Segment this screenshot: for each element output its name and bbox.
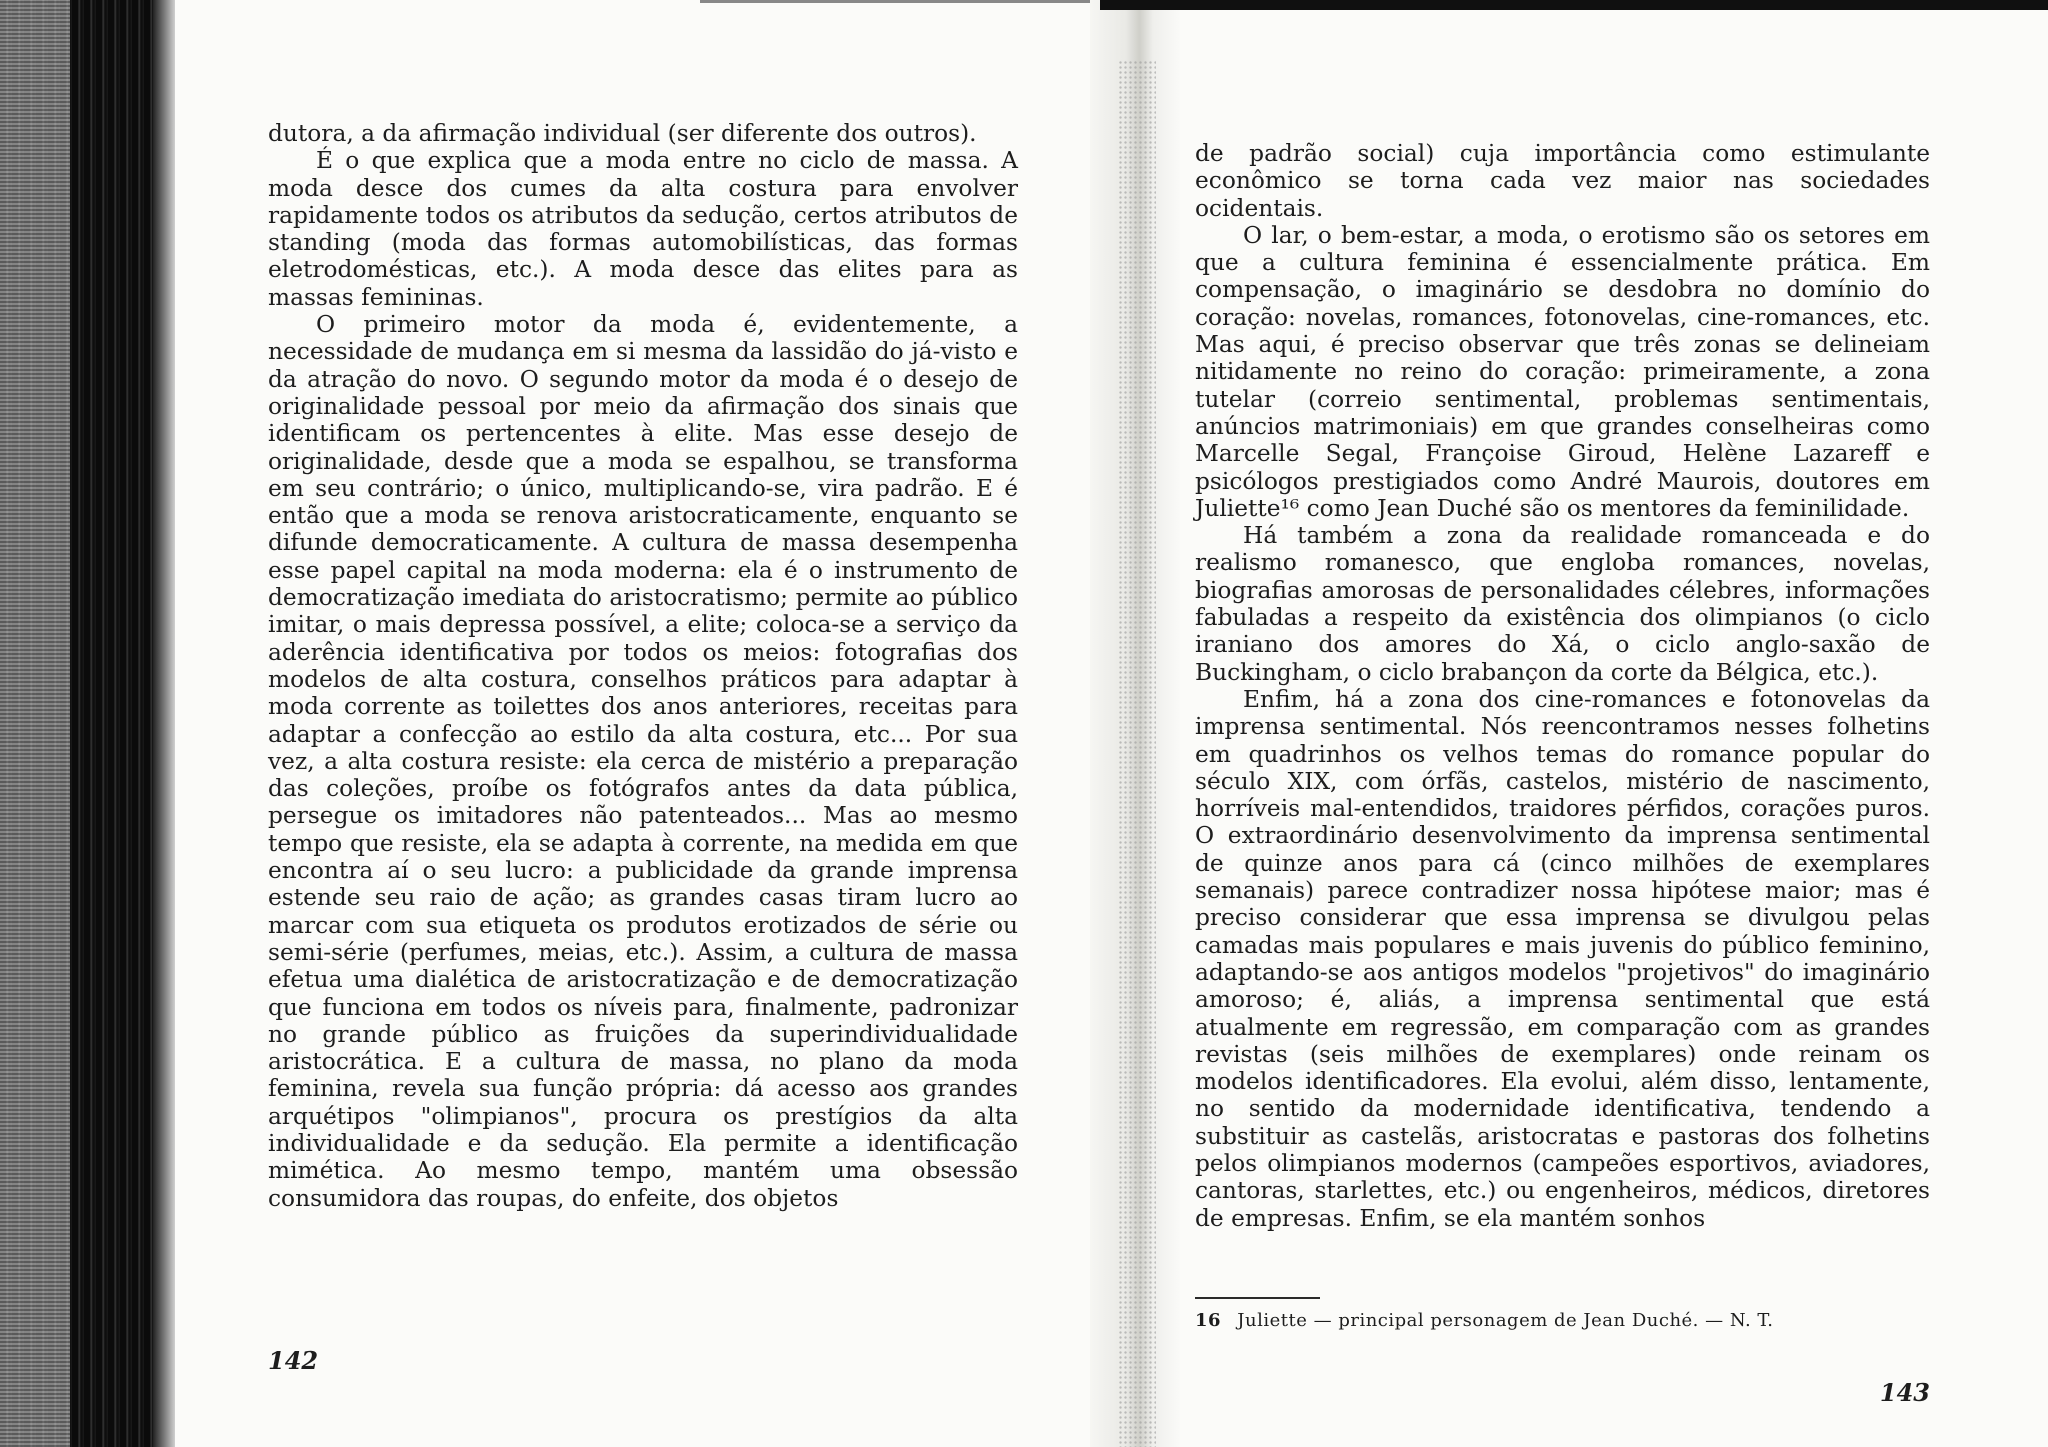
left-page: [268, 0, 1018, 1447]
paragraph: O primeiro motor da moda é, evidentemente, a necessidade de mudança em si mesma da lassidão do já-visto e da atração do novo. O segundo motor da moda é o desejo de originalidade pessoal por meio da afirmação dos sinais que identificam os pertencentes à elite. Mas esse desejo de originalidade, desde que a moda se espalhou, se transforma em seu contrário; o único, multiplicando-se, vira padrão. E é então que a moda se renova aristocraticamente, enquanto se difunde democraticamente. A cultura de massa desempenha esse papel capital na moda moderna: ela é o instrumento de democratização imediata do aristocratismo; permite ao público imitar, o mais depressa possível, a elite; coloca-se a serviço da aderência identificativa por todos os meios: fotografias dos modelos de alta costura, conselhos práticos para adaptar à moda corrente as toilettes dos anos anteriores, receitas para adaptar a confecção ao estilo da alta costura, etc... Por sua vez, a alta costura resiste: ela cerca de mistério a preparação das coleções, proíbe os fotógrafos antes da data pública, persegue os imitadores não patenteados... Mas ao mesmo tempo que resiste, ela se adapta à corrente, na medida em que encontra aí o seu lucro: a publicidade da grande imprensa estende seu raio de ação; as grandes casas tiram lucro ao marcar com sua etiqueta os produtos erotizados de série ou semi-série (perfumes, meias, etc.). Assim, a cultura de massa efetua uma dialética de aristocratização e de democratização que funciona em todos os níveis para, finalmente, padronizar no grande público as fruições da superindividualidade aristocrática. E a cultura de massa, no plano da moda feminina, revela sua função própria: dá acesso aos grandes arquétipos "olimpianos", procura os prestígios da alta individualidade e da sedução. Ela permite a identificação mimética. Ao mesmo tempo, mantém uma obsessão consumidora das roupas, do enfeite, dos objetos: [268, 311, 1018, 1212]
left-page-text: [268, 120, 1018, 1212]
footnote-text: Juliette — principal personagem de Jean Duché. — N. T.: [1237, 1310, 1774, 1331]
paragraph: dutora, a da afirmação individual (ser diferente dos outros).: [268, 120, 977, 147]
paragraph: O lar, o bem-estar, a moda, o erotismo são os setores em que a cultura feminina é essencialmente prática. Em compensação, o imaginário se desdobra no domínio do coração: novelas, romances, fotonovelas, cine-romances, etc. Mas aqui, é preciso observar que três zonas se delineiam nitidamente no reino do coração: primeiramente, a zona tutelar (correio sentimental, problemas sentimentais, anúncios matrimoniais) em que grandes conselheiras como Marcelle Segal, Françoise Giroud, Helène Lazareff e psicólogos prestigiados como André Maurois, doutores em Juliette¹⁶ como Jean Duché são os mentores da feminilidade.: [1195, 221, 1930, 522]
footnote-rule: [1195, 1297, 1320, 1299]
paragraph: Enfim, há a zona dos cine-romances e fotonovelas da imprensa sentimental. Nós reencontramos nesses folhetins em quadrinhos os velhos temas do romance popular do século XIX, com órfãs, castelos, mistério de nascimento, horríveis mal-entendidos, traidores pérfidos, corações puros. O extraordinário desenvolvimento da imprensa sentimental de quinze anos para cá (cinco milhões de exemplares semanais) parece contradizer nossa hipótese maior; mas é preciso considerar que essa imprensa se divulgou pelas camadas mais populares e mais juvenis do público feminino, adaptando-se aos antigos modelos "projetivos" do imaginário amoroso; é, aliás, a imprensa sentimental que está atualmente em regressão, em comparação com as grandes revistas (seis milhões de exemplares) onde reinam os modelos identificadores. Ela evolui, além disso, lentamente, no sentido da modernidade identificativa, tendendo a substituir as castelãs, aristocratas e pastoras dos folhetins pelos olimpianos modernos (campeões esportivos, aviadores, cantoras, starlettes, etc.) ou engenheiros, médicos, diretores de empresas. Enfim, se ela mantém sonhos: [1195, 685, 1930, 1232]
book-binding-edge: [0, 0, 175, 1447]
right-page-text: [1195, 140, 1930, 1232]
paragraph: É o que explica que a moda entre no ciclo de massa. A moda desce dos cumes da alta costura para envolver rapidamente todos os atributos da sedução, certos atributos de standing (moda das formas automobilísticas, das formas eletrodomésticas, etc.). A moda desce das elites para as massas femininas.: [268, 147, 1018, 311]
footnote-mark: 16: [1195, 1310, 1222, 1331]
page-number: 143: [1879, 1378, 1930, 1407]
right-page: [1195, 0, 1930, 1447]
gutter-shadow-texture: [1118, 60, 1156, 1447]
page-number: 142: [268, 1346, 319, 1375]
paragraph: de padrão social) cuja importância como estimulante econômico se torna cada vez maior nas sociedades ocidentais.: [1195, 140, 1930, 222]
footnote: [1195, 1310, 1930, 1331]
paragraph: Há também a zona da realidade romanceada e do realismo romanesco, que engloba romances, novelas, biografias amorosas de personalidades célebres, informações fabuladas a respeito da existência dos olimpianos (o ciclo iraniano dos amores do Xá, o ciclo anglo-saxão de Buckingham, o ciclo brabançon da corte da Bélgica, etc.).: [1195, 522, 1930, 686]
